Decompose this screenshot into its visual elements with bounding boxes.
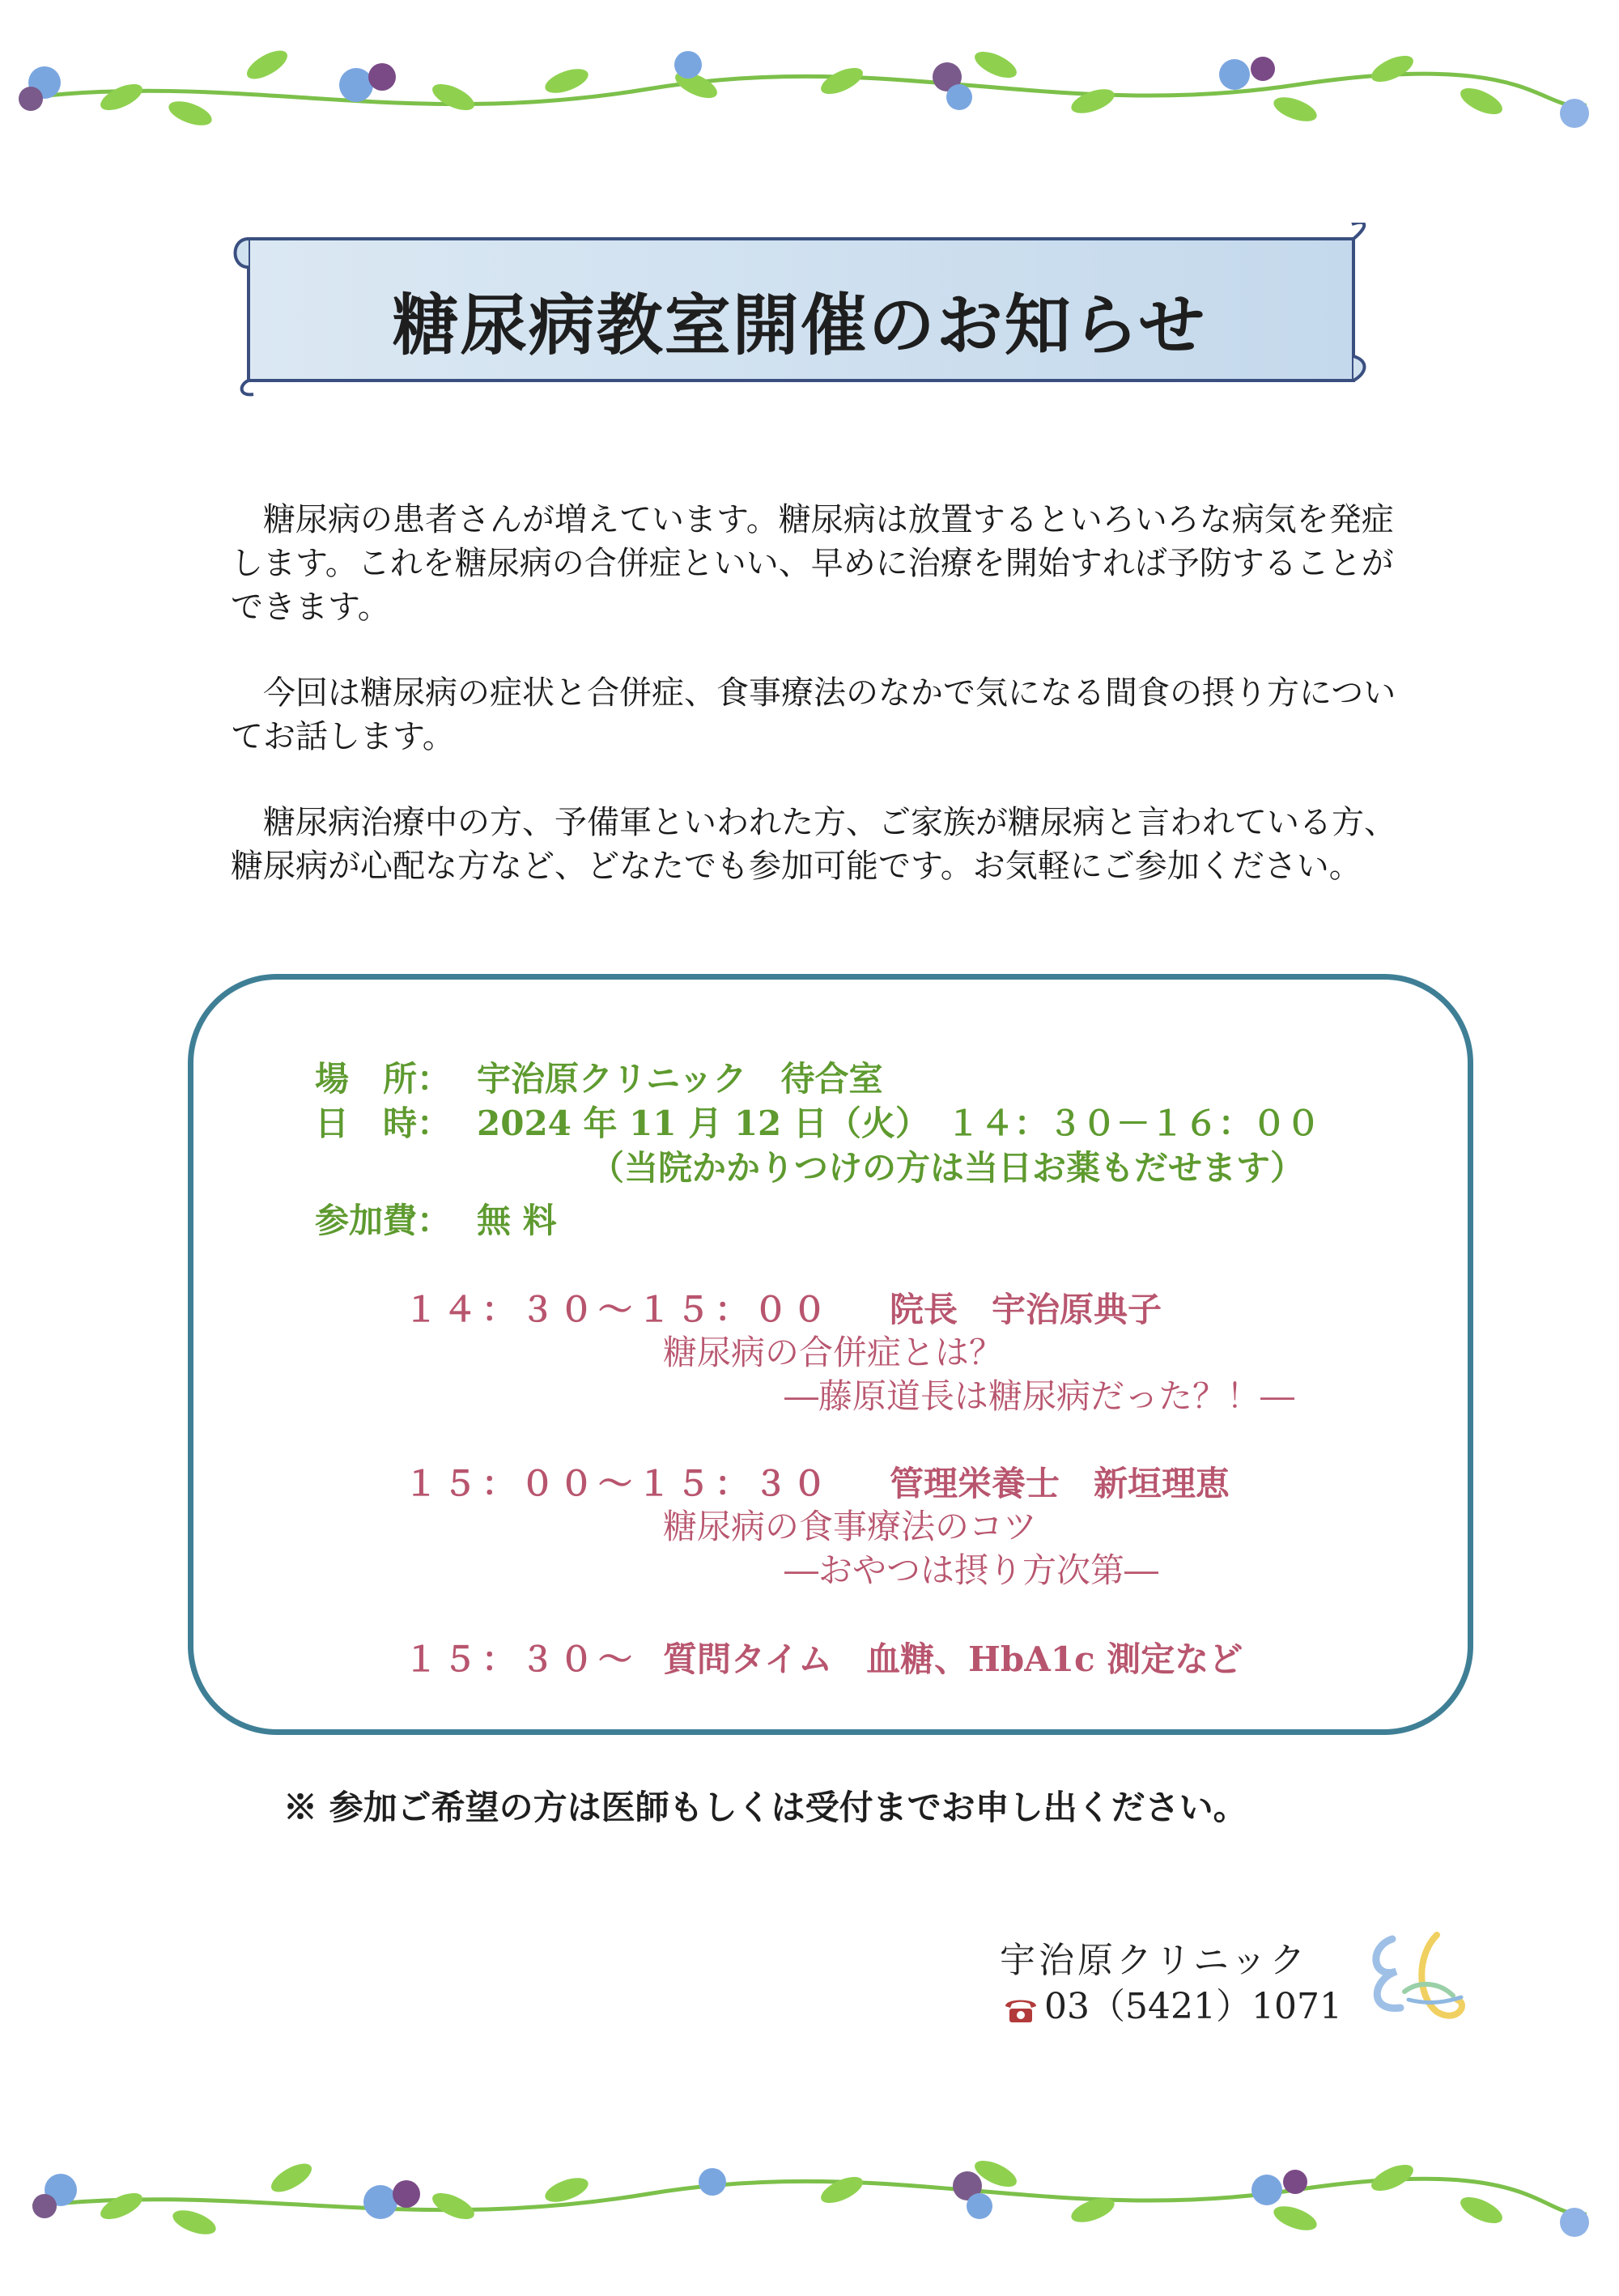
schedule-topic-1: 糖尿病の合併症とは？ bbox=[663, 1333, 1004, 1372]
intro-paragraph-2: 今回は糖尿病の症状と合併症、食事療法のなかで気になる間食の摂り方についてお話します。 bbox=[231, 674, 1396, 755]
schedule-time-2: １５：００～１５：３０ bbox=[404, 1464, 832, 1503]
clinic-logo bbox=[1360, 1923, 1473, 2028]
schedule-time-1: １４：３０～１５：００ bbox=[404, 1290, 832, 1329]
schedule-topic-2: 糖尿病の食事療法のコツ bbox=[663, 1507, 1038, 1546]
application-notice: ※ 参加ご希望の方は医師もしくは受付までお申し出ください。 bbox=[283, 1788, 1247, 1827]
datetime-label: 日 時： bbox=[315, 1103, 452, 1143]
schedule-speaker-1: 院長 宇治原典子 bbox=[890, 1290, 1162, 1329]
vine-border-top bbox=[0, 40, 1619, 154]
schedule-subtitle-1: ―藤原道長は糖尿病だった？！― bbox=[784, 1376, 1295, 1416]
event-info-box bbox=[188, 974, 1473, 1735]
schedule-speaker-2: 管理栄養士 新垣理恵 bbox=[890, 1464, 1230, 1503]
vine-border-bottom bbox=[0, 2145, 1619, 2259]
schedule-time-3: １５：３０～ bbox=[404, 1639, 638, 1679]
fee-value: 無 料 bbox=[477, 1201, 557, 1240]
page-title: 糖尿病教室開催のお知らせ bbox=[392, 287, 1207, 364]
place-row bbox=[315, 1052, 882, 1101]
phone-number: 03（5421）1071 bbox=[1044, 1986, 1342, 2027]
title-banner bbox=[231, 223, 1368, 397]
place-label: 場 所： bbox=[315, 1059, 452, 1099]
schedule-subtitle-2: ―おやつは摂り方次第― bbox=[784, 1550, 1159, 1590]
datetime-value: 2024 年 11 月 12 日（火） １４：３０－１６：００ bbox=[477, 1103, 1320, 1143]
telephone-icon bbox=[1002, 1995, 1039, 2024]
fee-label: 参加費： bbox=[315, 1201, 452, 1240]
clinic-phone bbox=[1002, 1977, 1342, 2029]
datetime-note: （当院かかりつけの方は当日お薬もだせます） bbox=[590, 1148, 1305, 1188]
intro-paragraph-3: 糖尿病治療中の方、予備軍といわれた方、ご家族が糖尿病と言われている方、糖尿病が心配な方など、どなたでも参加可能です。お気軽にご参加ください。 bbox=[231, 804, 1396, 885]
schedule-speaker-3: 質問タイム 血糖、HbA1c 測定など bbox=[663, 1639, 1243, 1679]
place-value: 宇治原クリニック 待合室 bbox=[477, 1059, 883, 1099]
intro-text bbox=[231, 498, 1396, 930]
fee-row bbox=[315, 1194, 557, 1243]
clinic-name: 宇治原クリニック bbox=[1000, 1940, 1309, 1981]
intro-paragraph-1: 糖尿病の患者さんが増えています。糖尿病は放置するといろいろな病気を発症します。これを糖尿病の合併症といい、早めに治療を開始すれば予防することができます。 bbox=[231, 501, 1394, 626]
datetime-row bbox=[315, 1097, 1320, 1146]
